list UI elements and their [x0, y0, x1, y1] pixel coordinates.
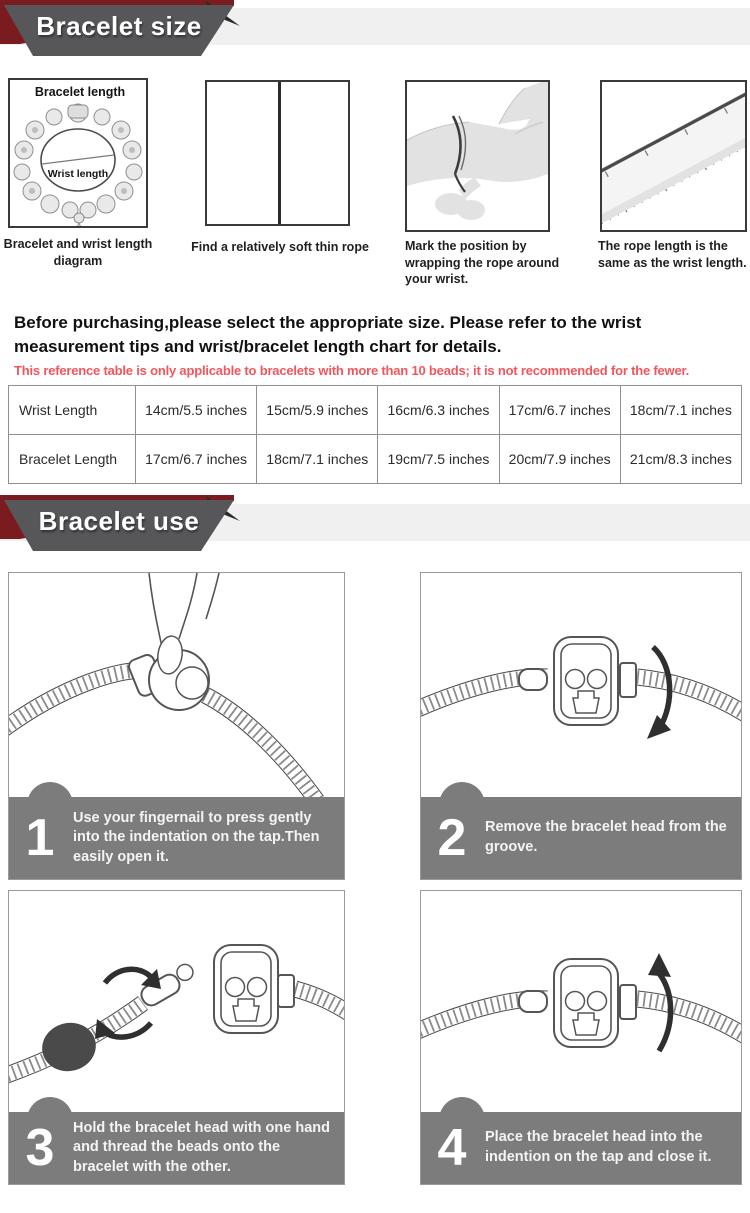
step-3-illustration	[9, 891, 344, 1111]
step-4-caption-bar	[421, 1112, 741, 1184]
table-cell: 15cm/5.9 inches	[257, 386, 378, 435]
rope-box	[205, 80, 350, 226]
step-1-text: Use your fingernail to press gently into the indentation on the tap.Then easily open it.	[73, 809, 320, 865]
step-3-panel	[8, 890, 345, 1185]
size-table	[8, 385, 742, 484]
row-label: Bracelet Length	[9, 435, 136, 484]
banner-bracelet-use	[0, 495, 250, 552]
step-2-illustration	[421, 573, 741, 797]
table-cell: 18cm/7.1 inches	[257, 435, 378, 484]
bracelet-diagram-illustration	[10, 80, 146, 226]
rope-illustration	[278, 82, 281, 224]
banner-bracelet-size	[0, 0, 250, 57]
step-4-number: 4	[437, 1119, 467, 1177]
step-4-panel	[420, 890, 742, 1185]
intro-text: Before purchasing,please select the appropriate size. Please refer to the wrist measurement tips and wrist/bracelet length chart for details.	[14, 313, 642, 357]
step-3-text: Hold the bracelet head with one hand and thread the beads onto the bracelet with the other.	[73, 1119, 330, 1175]
wrist-wrap-box	[405, 80, 550, 232]
step-1-number: 1	[25, 809, 55, 867]
step-2-number: 2	[437, 809, 467, 867]
ruler-illustration	[602, 82, 745, 230]
wrist-wrap-illustration	[407, 82, 548, 230]
step-1-panel	[8, 572, 345, 880]
table-cell: 17cm/6.7 inches	[136, 435, 257, 484]
table-cell: 19cm/7.5 inches	[378, 435, 499, 484]
bracelet-diagram-box	[8, 78, 148, 228]
table-cell: 20cm/7.9 inches	[499, 435, 620, 484]
row-label: Wrist Length	[9, 386, 136, 435]
caption-rope-length: The rope length is the same as the wrist length.	[598, 239, 747, 270]
step-3-number: 3	[25, 1119, 55, 1177]
table-cell: 18cm/7.1 inches	[620, 386, 741, 435]
step-1-illustration	[9, 573, 344, 797]
caption-bracelet-diagram: Bracelet and wrist length diagram	[3, 237, 153, 268]
table-cell: 14cm/5.5 inches	[136, 386, 257, 435]
caption-find-rope: Find a relatively soft thin rope	[191, 240, 369, 254]
bracelet-length-label: Bracelet length	[34, 85, 126, 99]
step-2-text: Remove the bracelet head from the groove.	[485, 819, 727, 855]
banner-size-title: Bracelet size	[36, 10, 202, 41]
table-row-bracelet	[9, 435, 742, 484]
wrist-length-label: Wrist length	[47, 168, 109, 180]
step-4-text: Place the bracelet head into the indention on the tap and close it.	[485, 1129, 712, 1165]
ruler-box	[600, 80, 747, 232]
table-cell: 17cm/6.7 inches	[499, 386, 620, 435]
table-cell: 16cm/6.3 inches	[378, 386, 499, 435]
step-2-caption-bar	[421, 797, 741, 879]
step-1-caption-bar	[9, 797, 344, 879]
warning-text: This reference table is only applicable to bracelets with more than 10 beads; it is not recommended for the fewer.	[14, 363, 690, 378]
step-2-panel	[420, 572, 742, 880]
step-3-caption-bar	[9, 1112, 344, 1184]
banner-use-title: Bracelet use	[38, 505, 200, 536]
table-cell: 21cm/8.3 inches	[620, 435, 741, 484]
caption-mark-position: Mark the position by wrapping the rope around your wrist.	[405, 239, 560, 286]
table-row-wrist	[9, 386, 742, 435]
step-4-illustration	[421, 891, 741, 1111]
